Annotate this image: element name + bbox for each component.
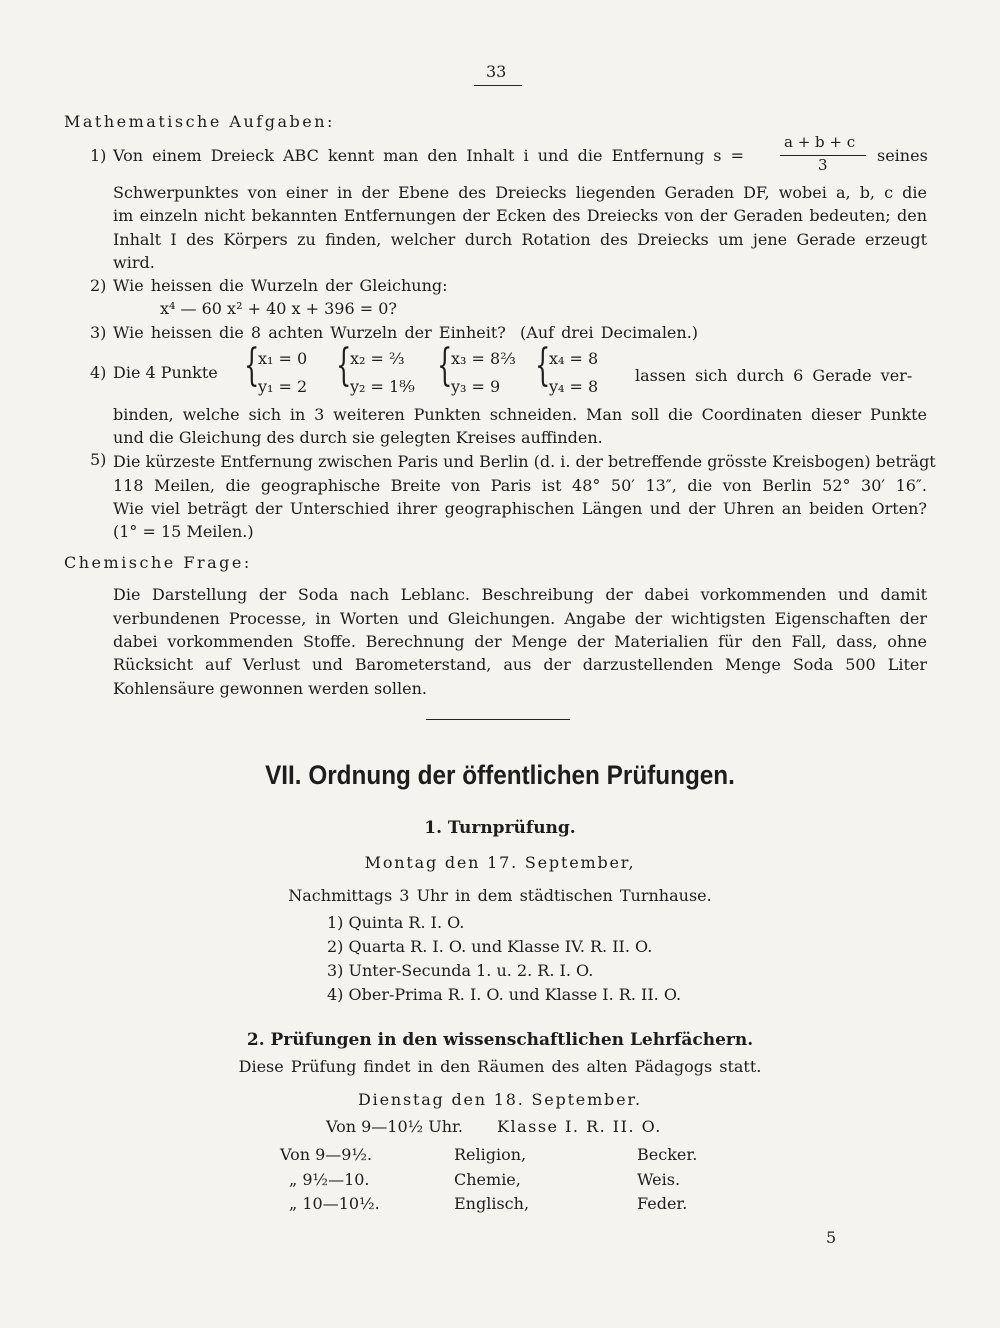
turn-item-4: 4) Ober-Prima R. I. O. und Klasse I. R. II. O. xyxy=(327,985,682,1004)
turn-item-1: 1) Quinta R. I. O. xyxy=(327,913,465,932)
problem-4-intro: Die 4 Punkte xyxy=(113,363,218,382)
wiss-class-name: Klasse I. R. II. O. xyxy=(497,1117,662,1136)
chem-heading: Chemische Frage: xyxy=(64,553,252,572)
chem-line-1: Die Darstellung der Soda nach Leblanc. Beschreibung der dabei vorkommenden und damit xyxy=(113,585,927,604)
point-1-y: y₁ = 2 xyxy=(258,377,308,396)
turn-heading: 1. Turnprüfung. xyxy=(424,818,576,838)
section-divider xyxy=(426,719,570,720)
turn-item-2: 2) Quarta R. I. O. und Klasse IV. R. II. O. xyxy=(327,937,653,956)
schedule-subject-1: Religion, xyxy=(454,1145,527,1164)
problem-2-equation: x⁴ — 60 x² + 40 x + 396 = 0? xyxy=(160,299,397,318)
brace-icon: { xyxy=(437,340,453,391)
schedule-time-1: Von 9—9½. xyxy=(280,1145,373,1164)
problem-4-after: lassen sich durch 6 Gerade ver- xyxy=(635,366,913,385)
point-4-y: y₄ = 8 xyxy=(549,377,599,396)
wiss-date: Dienstag den 18. September. xyxy=(358,1090,642,1109)
fraction-numerator: a + b + c xyxy=(784,133,856,151)
problem-1-line-1 xyxy=(113,146,753,165)
point-2-y: y₂ = 1⁸⁄₉ xyxy=(350,377,415,396)
chem-line-4: Rücksicht auf Verlust und Barometerstand, aus der darzustellenden Menge Soda 500 Liter xyxy=(113,655,927,674)
problem-5-line-4: (1° = 15 Meilen.) xyxy=(113,522,254,541)
wiss-class-time: Von 9—10½ Uhr. xyxy=(326,1117,464,1136)
schedule-subject-3: Englisch, xyxy=(454,1194,530,1213)
problem-1-number: 1) xyxy=(90,146,107,165)
point-2-x: x₂ = ⅔ xyxy=(350,349,405,368)
problem-5-line-2: 118 Meilen, die geographische Breite von Paris ist 48° 50′ 13″, die von Berlin 52° 30′ 16″. xyxy=(113,476,927,495)
problem-1-line-5: wird. xyxy=(113,253,155,272)
problem-4-line-3: und die Gleichung des durch sie gelegten Kreises auffinden. xyxy=(113,428,603,447)
problem-2-number: 2) xyxy=(90,276,107,295)
footer-number: 5 xyxy=(826,1228,837,1247)
problem-3-number: 3) xyxy=(90,323,107,342)
page-number-rule xyxy=(474,85,522,86)
point-1-x: x₁ = 0 xyxy=(258,349,308,368)
schedule-teacher-2: Weis. xyxy=(637,1170,681,1189)
brace-icon: { xyxy=(244,340,260,391)
brace-icon: { xyxy=(336,340,352,391)
problem-1-line-3: im einzeln nicht bekannten Entfernungen der Ecken des Dreiecks von der Geraden bedeuten; den xyxy=(113,206,927,225)
page-number: 33 xyxy=(486,62,507,81)
brace-icon: { xyxy=(535,340,551,391)
problem-1-line-1-text: Von einem Dreieck ABC kennt man den Inhalt i und die Entfernung s = xyxy=(113,146,744,165)
schedule-time-3: „ 10—10½. xyxy=(289,1194,380,1213)
point-4-x: x₄ = 8 xyxy=(549,349,599,368)
chem-line-3: dabei vorkommenden Stoffe. Berechnung der Menge der Materialien für den Fall, dass, ohne xyxy=(113,632,927,651)
problem-5-number: 5) xyxy=(90,450,107,469)
math-heading: Mathematische Aufgaben: xyxy=(64,112,335,131)
fraction-denominator: 3 xyxy=(818,156,828,174)
problem-3-text: Wie heissen die 8 achten Wurzeln der Einheit? (Auf drei Decimalen.) xyxy=(113,323,699,342)
point-3-y: y₃ = 9 xyxy=(451,377,501,396)
problem-4-line-2: binden, welche sich in 3 weiteren Punkten schneiden. Man soll die Coordinaten dieser Punkte xyxy=(113,405,927,424)
problem-4-number: 4) xyxy=(90,363,107,382)
turn-time: Nachmittags 3 Uhr in dem städtischen Turnhause. xyxy=(288,886,712,905)
wiss-heading: 2. Prüfungen in den wissenschaftlichen Lehrfächern. xyxy=(246,1030,754,1050)
problem-1-line-2: Schwerpunktes von einer in der Ebene des Dreiecks liegenden Geraden DF, wobei a, b, c die xyxy=(113,183,927,202)
section-title: VII. Ordnung der öffentlichen Prüfungen. xyxy=(265,760,735,790)
turn-item-3: 3) Unter-Secunda 1. u. 2. R. I. O. xyxy=(327,961,594,980)
schedule-subject-2: Chemie, xyxy=(454,1170,521,1189)
wiss-note: Diese Prüfung findet in den Räumen des alten Pädagogs statt. xyxy=(238,1057,762,1076)
schedule-teacher-1: Becker. xyxy=(637,1145,698,1164)
problem-5-line-1: Die kürzeste Entfernung zwischen Paris und Berlin (d. i. der betreffende grösste Kreisbogen) beträgt xyxy=(113,452,936,471)
point-3-x: x₃ = 8⅔ xyxy=(451,349,516,368)
schedule-teacher-3: Feder. xyxy=(637,1194,688,1213)
problem-1-line-1-end: seines xyxy=(877,146,928,165)
turn-date: Montag den 17. September, xyxy=(364,853,636,872)
problem-5-line-3: Wie viel beträgt der Unterschied ihrer geographischen Längen und der Uhren an beiden Orten? xyxy=(113,499,927,518)
chem-line-5: Kohlensäure gewonnen werden sollen. xyxy=(113,679,427,698)
chem-line-2: verbundenen Processe, in Worten und Gleichungen. Angabe der wichtigsten Eigenschaften der xyxy=(113,609,927,628)
problem-1-line-4: Inhalt I des Körpers zu finden, welcher durch Rotation des Dreiecks um jene Gerade erzeugt xyxy=(113,230,927,249)
problem-2-text: Wie heissen die Wurzeln der Gleichung: xyxy=(113,276,448,295)
schedule-time-2: „ 9½—10. xyxy=(289,1170,370,1189)
